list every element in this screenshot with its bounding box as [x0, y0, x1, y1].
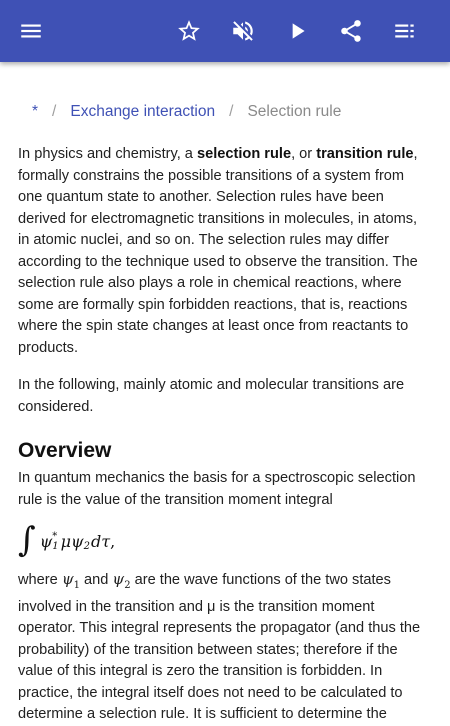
- table-of-contents-icon: [392, 18, 418, 44]
- term-selection-rule: selection rule: [196, 146, 292, 162]
- psi2-inline: $\psi_2$: [112, 570, 131, 591]
- formula-subscript-1: 1: [52, 541, 59, 552]
- where-text: where: [18, 572, 62, 588]
- formula-tau: τ: [101, 532, 111, 552]
- formula-psi-2: ψ: [71, 532, 84, 552]
- breadcrumb-root-link[interactable]: *: [32, 103, 39, 120]
- play-icon: [284, 18, 310, 44]
- breadcrumb-separator: /: [229, 103, 234, 120]
- article-body: [18, 144, 424, 726]
- share-button[interactable]: [329, 9, 373, 53]
- wavefunction-text: are the wave functions of the two states involved in the transition and μ is the transition moment operator. This integral represents the propagator (and thus the probability) of the transition between states; therefore if the value of this integral is zero the transition is forbidden. In practice, the integral itself does not need to be calculated to determine a selection rule. It is sufficient to determine the: [18, 572, 421, 722]
- breadcrumb-current: Selection rule: [247, 103, 342, 120]
- formula-subscript-2: 2: [83, 541, 90, 553]
- formula-mu: μ: [60, 532, 72, 552]
- and-text: and: [79, 572, 113, 588]
- transition-moment-integral-formula: [18, 521, 424, 563]
- formula-conjugate: *: [52, 531, 58, 542]
- volume-off-icon: [230, 18, 256, 44]
- menu-button[interactable]: [9, 9, 53, 53]
- favorite-button[interactable]: [167, 9, 211, 53]
- integral-sign: ∫: [18, 520, 36, 560]
- overview-heading: Overview: [18, 439, 112, 462]
- intro-text-2: , or: [291, 146, 317, 162]
- intro-text-1: In physics and chemistry, a: [18, 146, 197, 162]
- share-icon: [338, 18, 364, 44]
- wavefunction-paragraph: [18, 569, 424, 726]
- psi1-inline: $\psi_1$: [61, 570, 80, 591]
- breadcrumb-separator: /: [52, 103, 57, 120]
- table-of-contents-button[interactable]: [383, 9, 427, 53]
- hamburger-menu-icon: [18, 18, 44, 44]
- term-transition-rule: transition rule: [316, 146, 414, 162]
- app-bar: [0, 0, 450, 62]
- formula-psi: ψ: [39, 532, 53, 552]
- breadcrumb-parent-link[interactable]: Exchange interaction: [70, 103, 216, 120]
- breadcrumb: [32, 101, 341, 123]
- star-outline-icon: [176, 18, 202, 44]
- formula-comma: ,: [110, 532, 116, 552]
- intro-paragraph: [18, 144, 424, 359]
- formula-d: d: [90, 532, 102, 552]
- scope-paragraph: In the following, mainly atomic and molecular transitions are considered.: [18, 377, 405, 415]
- overview-paragraph: In quantum mechanics the basis for a spectroscopic selection rule is the value of the transition moment integral: [18, 470, 416, 508]
- intro-text-3: , formally constrains the possible transitions of a system from one quantum state to another. Selection rules have been derived for electromagnetic transitions in molecules, in atoms, in atomic nuclei, and so on. The selection rules may differ according to the technique used to observe the transition. The selection rule also plays a role in chemical reactions, where some are formally spin forbidden reactions, that is, reactions where the spin state changes at least once from reactants to products.: [18, 146, 418, 356]
- mute-button[interactable]: [221, 9, 265, 53]
- play-button[interactable]: [275, 9, 319, 53]
